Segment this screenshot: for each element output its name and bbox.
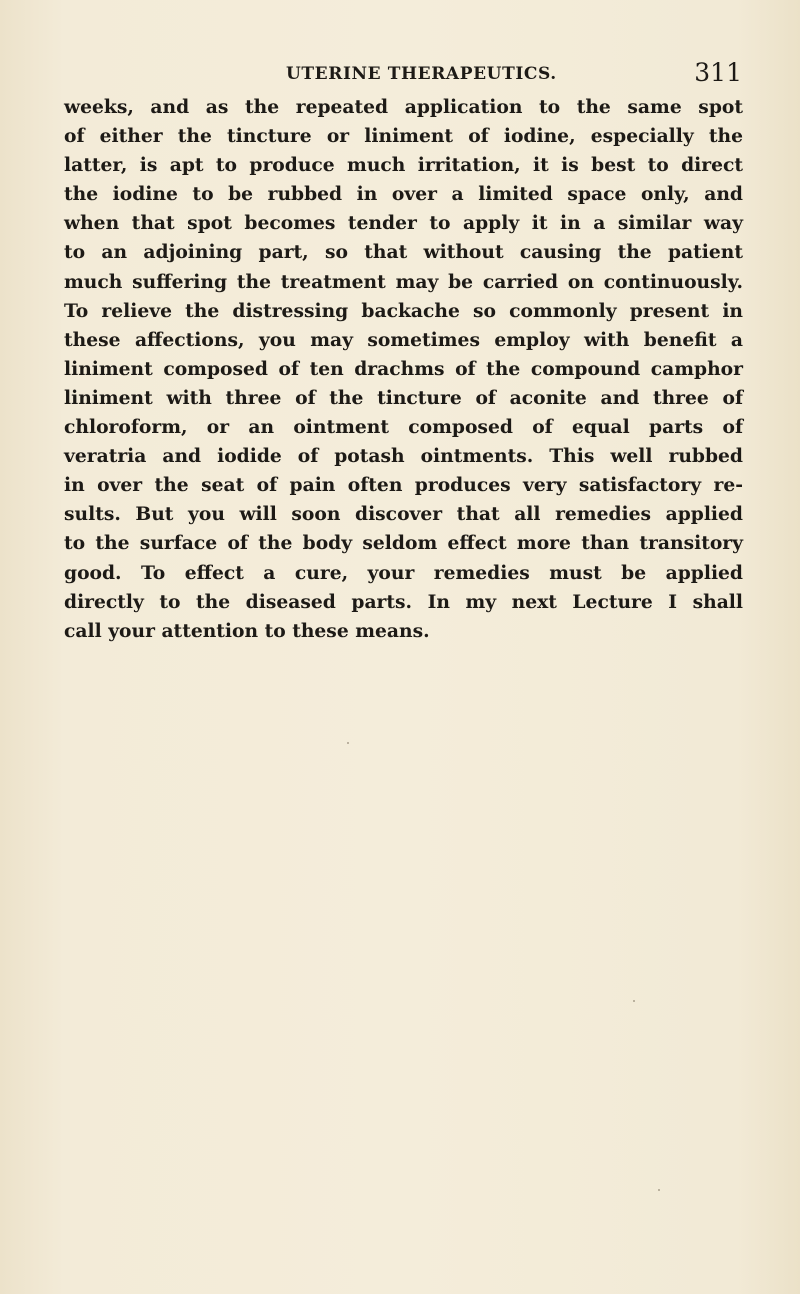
text-line: of either the tincture or liniment of iodine, especially the: [64, 125, 743, 148]
text-line: good. To effect a cure, your remedies must be applied: [64, 561, 743, 584]
page-number: 311: [694, 58, 742, 87]
text-line: chloroform, or an ointment composed of equal parts of: [64, 416, 743, 439]
text-line: to an adjoining part, so that without causing the patient: [64, 241, 743, 264]
text-line: weeks, and as the repeated application to the same spot: [64, 96, 743, 118]
text-line: these affections, you may sometimes employ with benefit a: [64, 328, 743, 351]
text-line: the iodine to be rubbed in over a limited space only, and: [64, 183, 743, 206]
text-line: latter, is apt to produce much irritation, it is best to direct: [64, 154, 743, 177]
text-line: liniment composed of ten drachms of the compound camphor: [64, 357, 743, 380]
text-line: directly to the diseased parts. In my next Lecture I shall: [64, 590, 743, 613]
text-line: liniment with three of the tincture of aconite and three of: [64, 386, 743, 409]
running-title: UTERINE THERAPEUTICS.: [286, 64, 557, 84]
text-line: in over the seat of pain often produces very satisfactory re-: [64, 474, 743, 497]
body-paragraph: [64, 93, 743, 646]
text-line: to the surface of the body seldom effect more than transitory: [64, 532, 743, 555]
text-line: when that spot becomes tender to apply it in a similar way: [64, 212, 743, 235]
paper-speck: [633, 1000, 635, 1002]
paper-speck: [658, 1189, 660, 1191]
text-line: veratria and iodide of potash ointments. This well rubbed: [64, 445, 743, 468]
text-line: To relieve the distressing backache so commonly present in: [64, 299, 743, 322]
text-line: sults. But you will soon discover that all remedies applied: [64, 503, 743, 526]
text-line: call your attention to these means.: [64, 619, 430, 642]
paper-speck: [347, 742, 349, 744]
text-line: much suffering the treatment may be carried on continuously.: [64, 270, 743, 293]
page-header: [64, 58, 742, 90]
